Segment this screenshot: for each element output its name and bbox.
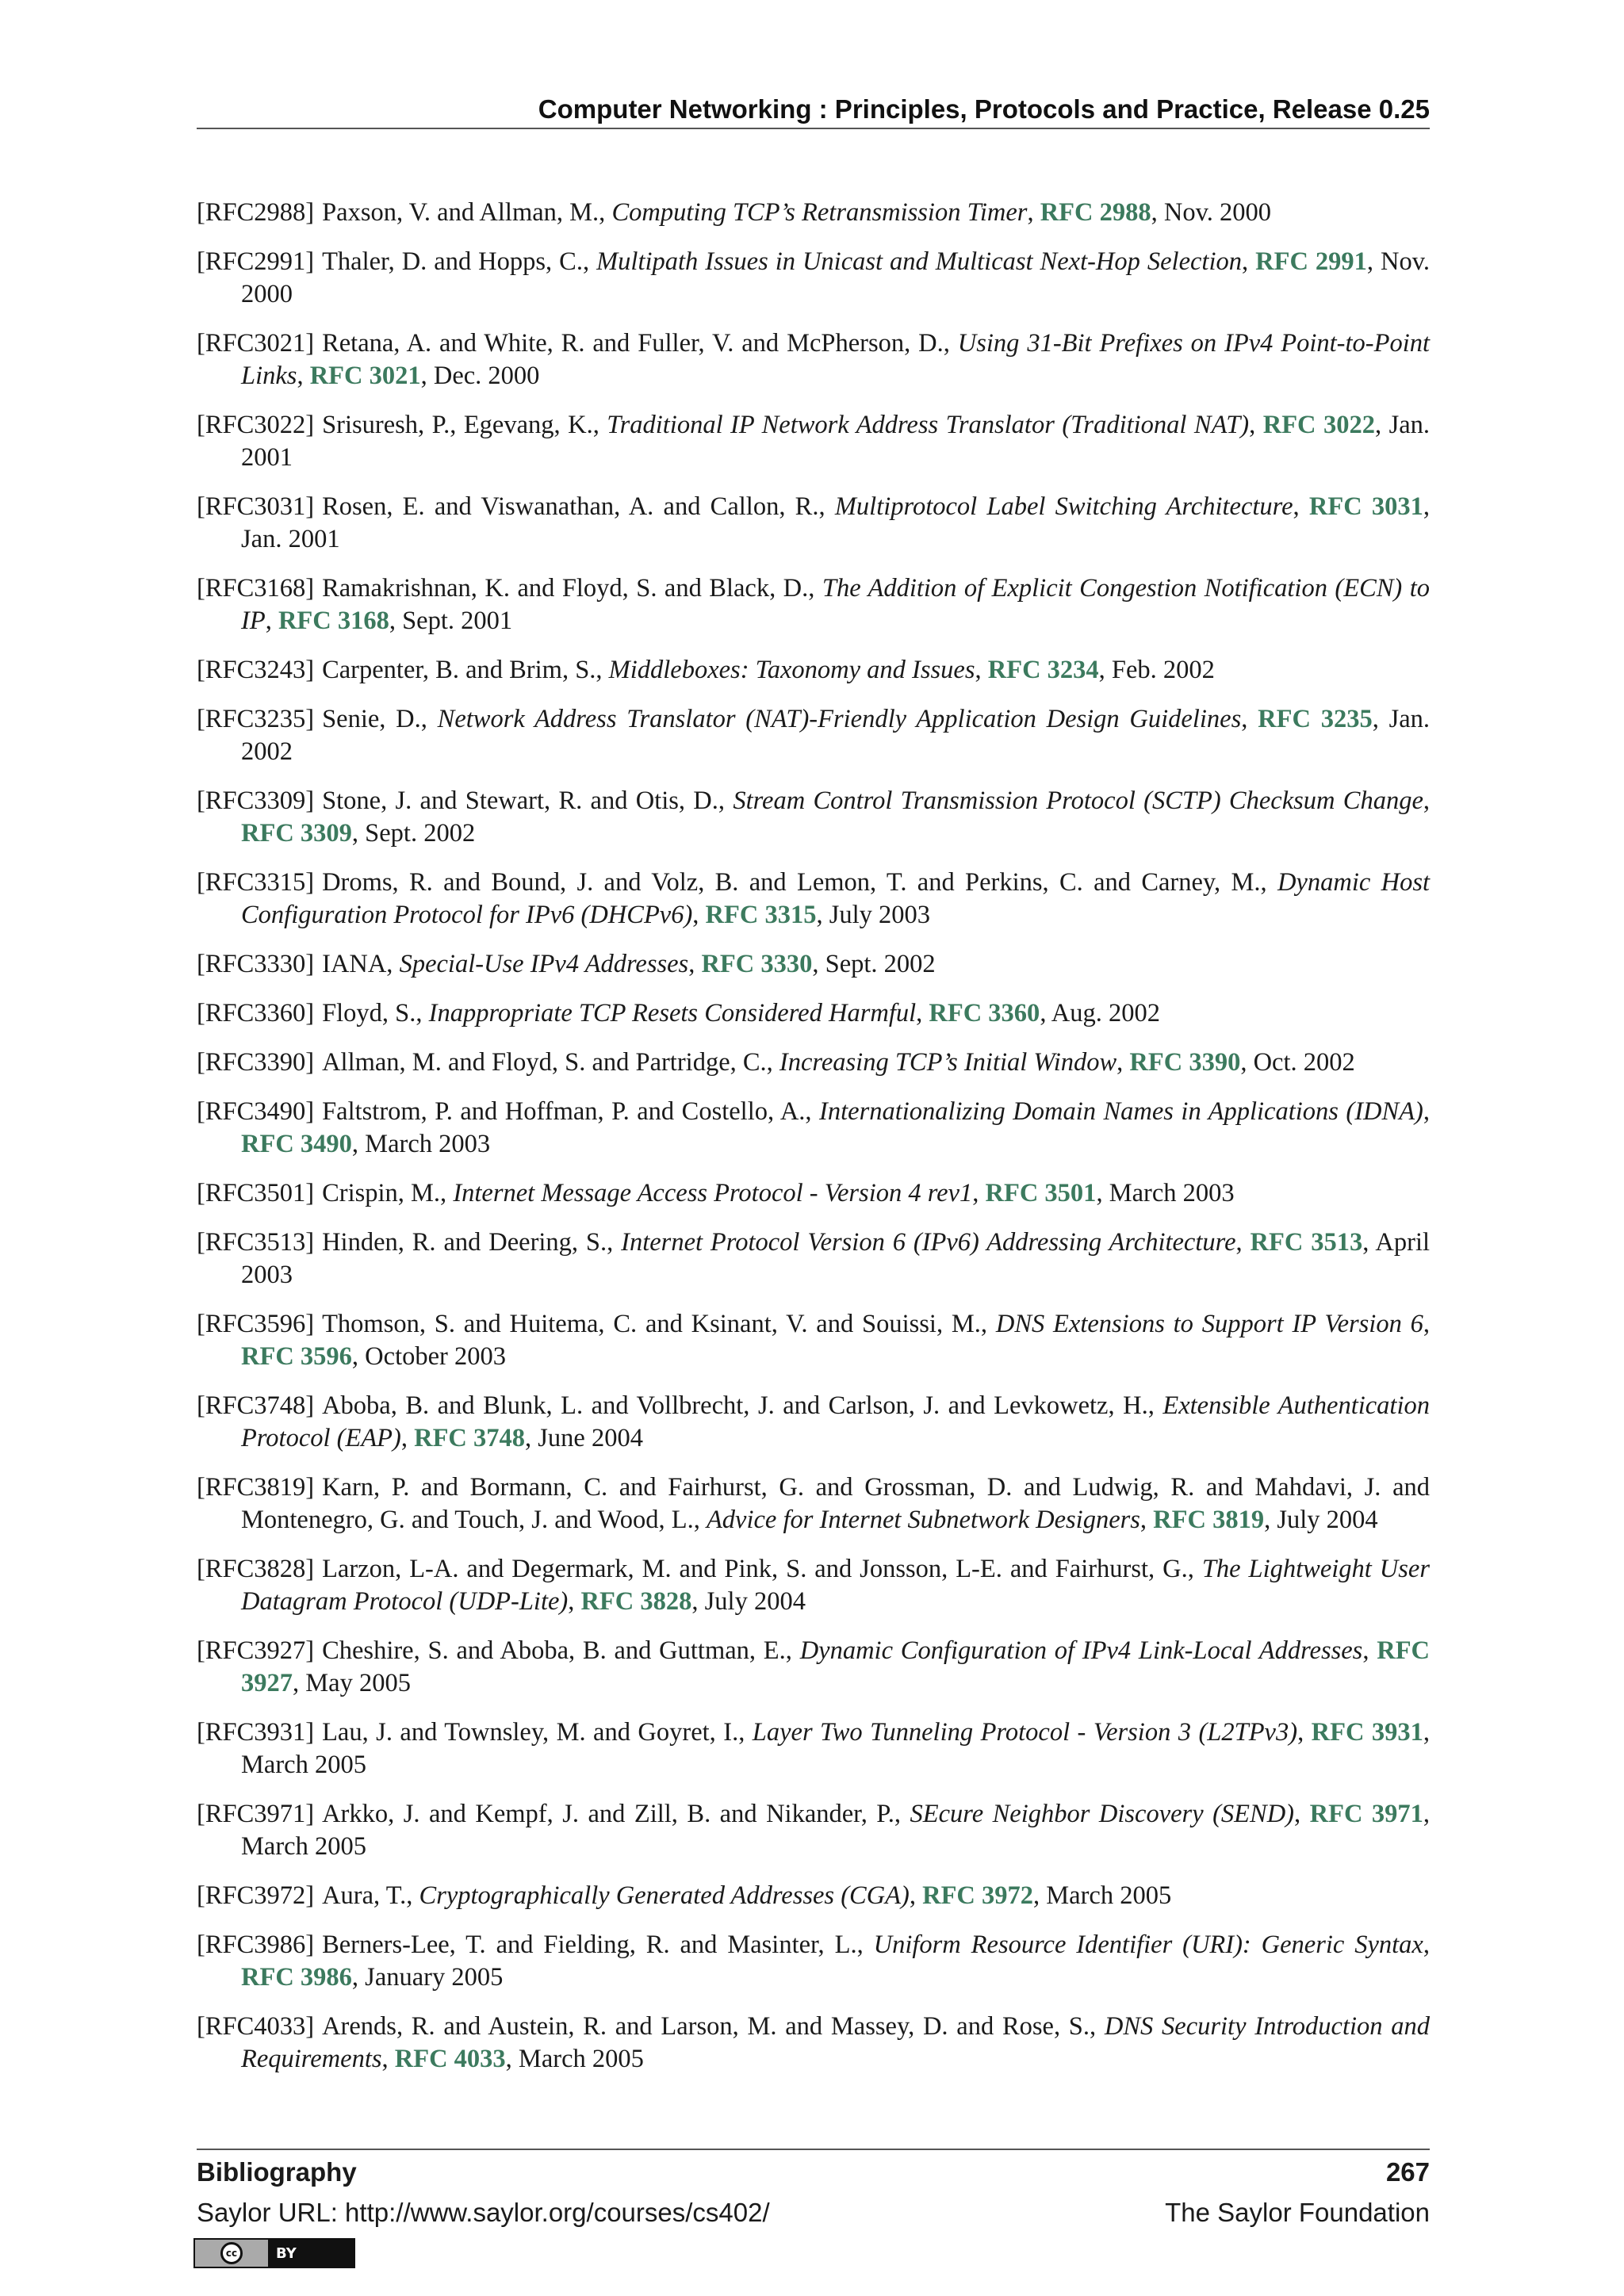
entry-authors: Faltstrom, P. and Hoffman, P. and Costello, A.,	[322, 1097, 812, 1126]
entry-label: [RFC3309]	[197, 786, 315, 815]
entry-date: , Nov. 2000	[241, 247, 1431, 308]
rfc-link[interactable]: RFC 3315	[705, 901, 817, 929]
entry-date: , March 2005	[241, 1800, 1431, 1861]
bibliography-entry: [RFC3330] IANA, Special-Use IPv4 Addresses, RFC 3330, Sept. 2002	[197, 950, 936, 978]
bibliography-entry: [RFC3828] Larzon, L-A. and Degermark, M. and Pink, S. and Jonsson, L-E. and Fairhurst, G., The Lightweight User Datagram Protocol (UDP-Lite), RFC 3828, July 2004	[197, 1555, 1430, 1616]
entry-label: [RFC3021]	[197, 329, 315, 358]
cc-logo-icon: cc	[195, 2240, 268, 2267]
entry-date: , October 2003	[351, 1342, 506, 1371]
bibliography-entry: [RFC3931] Lau, J. and Townsley, M. and Goyret, I., Layer Two Tunneling Protocol - Version 3 (L2TPv3), RFC 3931, March 2005	[197, 1718, 1431, 1779]
entry-date: , Nov. 2000	[1151, 198, 1271, 227]
entry-date: , Dec. 2000	[420, 362, 540, 390]
entry-title: Multiprotocol Label Switching Architecture	[834, 492, 1293, 521]
entry-date: , Oct. 2002	[1240, 1048, 1355, 1077]
rfc-link[interactable]: RFC 2991	[1255, 247, 1367, 276]
entry-date: , Sept. 2001	[389, 607, 513, 635]
entry-label: [RFC3828]	[197, 1555, 315, 1583]
entry-label: [RFC3315]	[197, 868, 315, 897]
entry-label: [RFC3243]	[197, 656, 315, 684]
entry-title: The Addition of Explicit Congestion Notification (ECN) to IP	[241, 574, 1430, 635]
entry-date: , March 2003	[351, 1130, 491, 1158]
entry-date: , March 2005	[1033, 1881, 1172, 1910]
bibliography-entry: [RFC3309] Stone, J. and Stewart, R. and Otis, D., Stream Control Transmission Protocol (SCTP) Checksum Change, RFC 3309, Sept. 2002	[197, 786, 1430, 848]
bibliography-entry: [RFC3819] Karn, P. and Bormann, C. and Fairhurst, G. and Grossman, D. and Ludwig, R. and Mahdavi, J. and Montenegro, G. and Touch, J. and Wood, L., Advice for Internet Subnetwork Designers, RFC 3819, July 2004	[197, 1473, 1430, 1534]
bibliography-entry: [RFC3490] Faltstrom, P. and Hoffman, P. and Costello, A., Internationalizing Domain Names in Applications (IDNA), RFC 3490, March 2003	[197, 1097, 1431, 1158]
bibliography-entry: [RFC4033] Arends, R. and Austein, R. and Larson, M. and Massey, D. and Rose, S., DNS Security Introduction and Requirements, RFC 4033, March 2005	[197, 2012, 1431, 2073]
entry-date: , July 2003	[816, 901, 931, 929]
bibliography-entry: [RFC3748] Aboba, B. and Blunk, L. and Vollbrecht, J. and Carlson, J. and Levkowetz, H., Extensible Authentication Protocol (EAP), RFC 3748, June 2004	[197, 1391, 1430, 1452]
entry-authors: Lau, J. and Townsley, M. and Goyret, I.,	[322, 1718, 745, 1747]
entry-authors: Karn, P. and Bormann, C. and Fairhurst, G. and Grossman, D. and Ludwig, R. and Mahdavi, J. and Montenegro, G. and Touch, J. and Wood, L.,	[241, 1473, 1430, 1534]
entry-authors: Retana, A. and White, R. and Fuller, V. and McPherson, D.,	[322, 329, 950, 358]
bibliography-entry: [RFC3501] Crispin, M., Internet Message Access Protocol - Version 4 rev1, RFC 3501, March 2003	[197, 1179, 1235, 1207]
entry-authors: Ramakrishnan, K. and Floyd, S. and Black, D.,	[322, 574, 815, 603]
entry-date: , Feb. 2002	[1098, 656, 1215, 684]
entry-title: SEcure Neighbor Discovery (SEND)	[910, 1800, 1295, 1828]
entry-label: [RFC3501]	[197, 1179, 315, 1207]
entry-title: Inappropriate TCP Resets Considered Harmful	[428, 999, 917, 1027]
entry-authors: Thomson, S. and Huitema, C. and Ksinant, V. and Souissi, M.,	[322, 1310, 988, 1338]
entry-title: Dynamic Configuration of IPv4 Link-Local Addresses	[799, 1636, 1363, 1665]
bibliography-entry: [RFC3360] Floyd, S., Inappropriate TCP Resets Considered Harmful, RFC 3360, Aug. 2002	[197, 999, 1160, 1027]
entry-date: , May 2005	[293, 1669, 411, 1697]
rfc-link[interactable]: RFC 3972	[922, 1881, 1034, 1910]
entry-date: , March 2003	[1096, 1179, 1235, 1207]
entry-authors: Berners-Lee, T. and Fielding, R. and Masinter, L.,	[322, 1931, 864, 1959]
entry-label: [RFC3972]	[197, 1881, 315, 1910]
entry-authors: Aura, T.,	[322, 1881, 413, 1910]
entry-date: , Jan. 2001	[241, 411, 1431, 472]
entry-title: Internet Protocol Version 6 (IPv6) Addressing Architecture	[621, 1228, 1236, 1257]
rfc-link[interactable]: RFC 3490	[241, 1130, 352, 1158]
footer-rule	[197, 2149, 1430, 2150]
entry-authors: Floyd, S.,	[322, 999, 423, 1027]
entry-date: , July 2004	[1264, 1506, 1378, 1534]
entry-date: , Sept. 2002	[812, 950, 936, 978]
cc-by-label: BY	[276, 2244, 297, 2262]
entry-label: [RFC3986]	[197, 1931, 315, 1959]
entry-date: , March 2005	[505, 2045, 644, 2073]
bibliography-entry: [RFC3971] Arkko, J. and Kempf, J. and Zill, B. and Nikander, P., SEcure Neighbor Discovery (SEND), RFC 3971, March 2005	[197, 1800, 1431, 1861]
entry-date: , June 2004	[525, 1424, 643, 1452]
entry-title: Middleboxes: Taxonomy and Issues	[608, 656, 975, 684]
entry-title: Using 31-Bit Prefixes on IPv4 Point-to-Point Links	[241, 329, 1431, 390]
entry-title: Internet Message Access Protocol - Version 4 rev1	[453, 1179, 973, 1207]
entry-authors: Carpenter, B. and Brim, S.,	[322, 656, 603, 684]
entry-authors: Crispin, M.,	[322, 1179, 447, 1207]
entry-label: [RFC4033]	[197, 2012, 315, 2041]
rfc-link[interactable]: RFC 4033	[394, 2045, 506, 2073]
entry-label: [RFC3748]	[197, 1391, 315, 1420]
bibliography-entry: [RFC3235] Senie, D., Network Address Translator (NAT)-Friendly Application Design Guidelines, RFC 3235, Jan. 2002	[197, 705, 1431, 766]
rfc-link[interactable]: RFC 2988	[1040, 198, 1151, 227]
entry-title: DNS Extensions to Support IP Version 6	[995, 1310, 1423, 1338]
entry-authors: Allman, M. and Floyd, S. and Partridge, C.,	[322, 1048, 773, 1077]
entry-authors: Senie, D.,	[322, 705, 427, 733]
bibliography-entry: [RFC3315] Droms, R. and Bound, J. and Volz, B. and Lemon, T. and Perkins, C. and Carney, M., Dynamic Host Configuration Protocol for IPv6 (DHCPv6), RFC 3315, July 2003	[197, 868, 1431, 929]
entry-authors: Arkko, J. and Kempf, J. and Zill, B. and Nikander, P.,	[322, 1800, 902, 1828]
entry-label: [RFC3390]	[197, 1048, 315, 1077]
entry-authors: Stone, J. and Stewart, R. and Otis, D.,	[322, 786, 726, 815]
rfc-link[interactable]: RFC 3235	[1258, 705, 1373, 733]
entry-date: , January 2005	[351, 1963, 504, 1992]
bibliography-entry: [RFC3021] Retana, A. and White, R. and Fuller, V. and McPherson, D., Using 31-Bit Prefixes on IPv4 Point-to-Point Links, RFC 3021, Dec. 2000	[197, 329, 1431, 390]
entry-authors: Droms, R. and Bound, J. and Volz, B. and Lemon, T. and Perkins, C. and Carney, M.,	[322, 868, 1267, 897]
saylor-url[interactable]: Saylor URL: http://www.saylor.org/courses/cs402/	[197, 2198, 770, 2227]
entry-title: Extensible Authentication Protocol (EAP)	[241, 1391, 1430, 1452]
bibliography-entry: [RFC3168] Ramakrishnan, K. and Floyd, S. and Black, D., The Addition of Explicit Congestion Notification (ECN) to IP, RFC 3168, Sept. 2001	[197, 574, 1430, 635]
cc-by-license-badge[interactable]	[193, 2238, 355, 2268]
rfc-link[interactable]: RFC 3022	[1262, 411, 1375, 439]
rfc-link[interactable]: RFC 3828	[580, 1587, 692, 1616]
rfc-link[interactable]: RFC 3234	[987, 656, 1099, 684]
entry-date: , July 2004	[691, 1587, 806, 1616]
entry-title: Computing TCP’s Retransmission Timer	[611, 198, 1028, 227]
entry-authors: Paxson, V. and Allman, M.,	[322, 198, 606, 227]
rfc-link[interactable]: RFC 3971	[1309, 1800, 1423, 1828]
entry-title: Dynamic Host Configuration Protocol for IPv6 (DHCPv6)	[241, 868, 1431, 929]
entry-title: Multipath Issues in Unicast and Multicast Next-Hop Selection	[596, 247, 1242, 276]
rfc-link[interactable]: RFC 3021	[309, 362, 421, 390]
entry-label: [RFC3490]	[197, 1097, 315, 1126]
entry-label: [RFC2988]	[197, 198, 315, 227]
entry-authors: IANA,	[322, 950, 393, 978]
footer-source-row	[197, 2197, 1430, 2229]
entry-label: [RFC3971]	[197, 1800, 315, 1828]
entry-label: [RFC3513]	[197, 1228, 315, 1257]
bibliography-entry: [RFC3596] Thomson, S. and Huitema, C. and Ksinant, V. and Souissi, M., DNS Extensions to Support IP Version 6, RFC 3596, October 2003	[197, 1310, 1431, 1371]
bibliography-entry: [RFC3390] Allman, M. and Floyd, S. and Partridge, C., Increasing TCP’s Initial Window, RFC 3390, Oct. 2002	[197, 1048, 1355, 1077]
entry-date: , Sept. 2002	[351, 819, 476, 848]
entry-label: [RFC3927]	[197, 1636, 315, 1665]
entry-label: [RFC3931]	[197, 1718, 315, 1747]
header-rule	[197, 128, 1430, 129]
entry-title: Advice for Internet Subnetwork Designers	[706, 1506, 1140, 1534]
bibliography-entry: [RFC3927] Cheshire, S. and Aboba, B. and Guttman, E., Dynamic Configuration of IPv4 Link-Local Addresses, RFC 3927, May 2005	[197, 1636, 1431, 1697]
entry-label: [RFC2991]	[197, 247, 315, 276]
entry-title: Network Address Translator (NAT)-Friendly Application Design Guidelines	[437, 705, 1242, 733]
entry-authors: Rosen, E. and Viswanathan, A. and Callon, R.,	[322, 492, 825, 521]
rfc-link[interactable]: RFC 3390	[1129, 1048, 1241, 1077]
bibliography-entry: [RFC3022] Srisuresh, P., Egevang, K., Traditional IP Network Address Translator (Traditional NAT), RFC 3022, Jan. 2001	[197, 411, 1431, 472]
entry-label: [RFC3596]	[197, 1310, 315, 1338]
entry-title: DNS Security Introduction and Requirements	[241, 2012, 1431, 2073]
entry-label: [RFC3031]	[197, 492, 315, 521]
rfc-link[interactable]: RFC 3986	[241, 1963, 352, 1992]
running-header: Computer Networking : Principles, Protocols and Practice, Release 0.25	[538, 94, 1430, 124]
rfc-link[interactable]: RFC 3596	[241, 1342, 352, 1371]
bibliography-list	[197, 197, 1430, 2092]
rfc-link[interactable]: RFC 3168	[278, 607, 389, 635]
rfc-link[interactable]: RFC 3031	[1308, 492, 1423, 521]
entry-title: Cryptographically Generated Addresses (CGA)	[419, 1881, 910, 1910]
rfc-link[interactable]: RFC 3330	[701, 950, 813, 978]
entry-title: Increasing TCP’s Initial Window	[779, 1048, 1117, 1077]
entry-label: [RFC3022]	[197, 411, 315, 439]
entry-date: , March 2005	[241, 1718, 1431, 1779]
entry-title: Stream Control Transmission Protocol (SCTP) Checksum Change	[733, 786, 1423, 815]
entry-title: Internationalizing Domain Names in Applications (IDNA)	[819, 1097, 1423, 1126]
entry-authors: Aboba, B. and Blunk, L. and Vollbrecht, J. and Carlson, J. and Levkowetz, H.,	[322, 1391, 1155, 1420]
entry-authors: Cheshire, S. and Aboba, B. and Guttman, E.,	[322, 1636, 792, 1665]
bibliography-entry: [RFC3243] Carpenter, B. and Brim, S., Middleboxes: Taxonomy and Issues, RFC 3234, Feb. 2002	[197, 656, 1215, 684]
bibliography-entry: [RFC2991] Thaler, D. and Hopps, C., Multipath Issues in Unicast and Multicast Next-Hop Selection, RFC 2991, Nov. 2000	[197, 247, 1431, 308]
rfc-link[interactable]: RFC 3931	[1311, 1718, 1423, 1747]
bibliography-entry: [RFC2988] Paxson, V. and Allman, M., Computing TCP’s Retransmission Timer, RFC 2988, Nov. 2000	[197, 198, 1271, 227]
entry-title: Special-Use IPv4 Addresses	[399, 950, 689, 978]
footer-section-title: Bibliography	[197, 2157, 357, 2187]
rfc-link[interactable]: RFC 3927	[241, 1636, 1431, 1697]
bibliography-entry: [RFC3972] Aura, T., Cryptographically Generated Addresses (CGA), RFC 3972, March 2005	[197, 1881, 1172, 1910]
entry-title: Layer Two Tunneling Protocol - Version 3 (L2TPv3)	[752, 1718, 1298, 1747]
rfc-link[interactable]: RFC 3309	[241, 819, 352, 848]
entry-title: Traditional IP Network Address Translator (Traditional NAT)	[607, 411, 1250, 439]
entry-label: [RFC3168]	[197, 574, 315, 603]
entry-label: [RFC3330]	[197, 950, 315, 978]
rfc-link[interactable]: RFC 3748	[414, 1424, 526, 1452]
rfc-link[interactable]: RFC 3819	[1153, 1506, 1265, 1534]
entry-title: The Lightweight User Datagram Protocol (UDP-Lite)	[241, 1555, 1430, 1616]
bibliography-entry: [RFC3513] Hinden, R. and Deering, S., Internet Protocol Version 6 (IPv6) Addressing Architecture, RFC 3513, April 2003	[197, 1228, 1431, 1289]
entry-date: , Jan. 2001	[241, 492, 1431, 553]
entry-date: , April 2003	[241, 1228, 1431, 1289]
entry-date: , Jan. 2002	[241, 705, 1431, 766]
entry-authors: Srisuresh, P., Egevang, K.,	[322, 411, 599, 439]
entry-authors: Arends, R. and Austein, R. and Larson, M. and Massey, D. and Rose, S.,	[322, 2012, 1097, 2041]
foundation-name: The Saylor Foundation	[1165, 2198, 1430, 2227]
footer-section-row	[197, 2156, 1430, 2188]
entry-label: [RFC3235]	[197, 705, 315, 733]
entry-authors: Larzon, L-A. and Degermark, M. and Pink, S. and Jonsson, L-E. and Fairhurst, G.,	[322, 1555, 1194, 1583]
rfc-link[interactable]: RFC 3360	[929, 999, 1040, 1027]
entry-authors: Hinden, R. and Deering, S.,	[322, 1228, 614, 1257]
entry-label: [RFC3360]	[197, 999, 315, 1027]
entry-date: , Aug. 2002	[1040, 999, 1160, 1027]
bibliography-entry: [RFC3986] Berners-Lee, T. and Fielding, R. and Masinter, L., Uniform Resource Identifier (URI): Generic Syntax, RFC 3986, January 2005	[197, 1931, 1430, 1992]
bibliography-entry: [RFC3031] Rosen, E. and Viswanathan, A. and Callon, R., Multiprotocol Label Switching Architecture, RFC 3031, Jan. 2001	[197, 492, 1431, 553]
rfc-link[interactable]: RFC 3513	[1250, 1228, 1363, 1257]
entry-title: Uniform Resource Identifier (URI): Generic Syntax	[873, 1931, 1423, 1959]
rfc-link[interactable]: RFC 3501	[985, 1179, 1097, 1207]
entry-authors: Thaler, D. and Hopps, C.,	[322, 247, 590, 276]
entry-label: [RFC3819]	[197, 1473, 315, 1502]
page-number: 267	[1385, 2157, 1430, 2187]
